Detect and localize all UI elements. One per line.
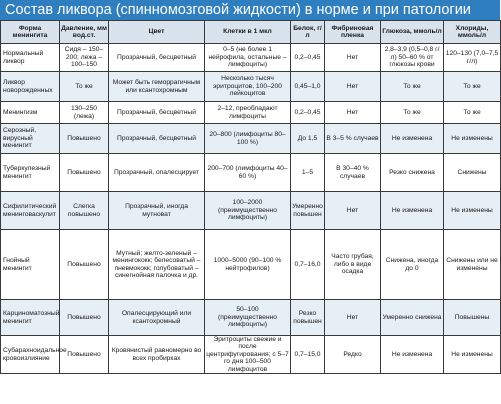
table-body [1,44,501,374]
table-cell: До 1,5 [291,124,325,154]
table-row [1,192,501,230]
table-cell: Повышены [444,300,501,336]
table-cell: Прозрачный, бесцветный [109,124,205,154]
table-cell: 1000–5000 (90–100 % нейтрофилов) [205,230,291,300]
table-cell: То же [444,72,501,102]
page-title: Состав ликвора (спинномозговой жидкости) в норме и при патологии [0,0,500,20]
table-cell: 0,7–16,0 [291,230,325,300]
table-cell: То же [60,72,109,102]
table-cell: То же [444,102,501,124]
table-cell: Повышено [60,124,109,154]
table-cell: Прозрачный, опалесцирует [109,154,205,192]
column-header: Клетки в 1 мкл [205,21,291,44]
table-cell: 20–800 (лимфоциты 80–100 %) [205,124,291,154]
table-cell: 50–100 (преимущественно лимфоциты) [205,300,291,336]
column-header: Цвет [109,21,205,44]
table-cell: Не изменена [381,336,444,374]
table-cell: Снижена, иногда до 0 [381,230,444,300]
table-cell: Прозрачный, бесцветный [109,102,205,124]
column-header: Глюкоза, ммоль/л [381,21,444,44]
column-header: Белок, г/л [291,21,325,44]
table-row [1,102,501,124]
table-row [1,230,501,300]
table-cell: Снижены или не изменены [444,230,501,300]
csf-table [0,20,501,374]
table-cell: Повышено [60,230,109,300]
table-cell: Может быть геморрагичным или ксантохромным [109,72,205,102]
row-label: Гнойный менингит [1,230,60,300]
table-cell: Умеренно снижена [381,300,444,336]
table-cell: 0,45–1,0 [291,72,325,102]
row-label: Серозный, вирусный менингит [1,124,60,154]
table-cell: 2–12, преобладают лимфоциты [205,102,291,124]
table-cell: 0,2–0,45 [291,44,325,72]
table-cell: В 30–40 % случаев [325,154,381,192]
table-cell: 0,7–15,0 [291,336,325,374]
row-label: Ликвор новорожденных [1,72,60,102]
table-cell: Эритроциты свежие и после центрифугирования; с 5–7 го дня 100–500 лимфоцитов [206,336,289,373]
header-row [1,21,501,44]
row-label: Менингизм [1,102,60,124]
table-cell: Нет [325,102,381,124]
column-header: Форма менингита [1,21,60,44]
row-label: Субарахноидальное кровоизлияние [1,336,60,374]
table-cell: Не изменены [444,192,501,230]
table-cell: Слегка повышено [60,192,109,230]
table-cell: Снижены [444,154,501,192]
table-cell: 0–5 (не более 1 нейрофила, остальные – лимфоциты) [205,44,291,72]
table-cell: 2,8–3,9 (0,5–0,8 г/л) 50–60 % от глюкозы крови [381,44,444,72]
table-cell: Умеренно повышен [291,192,325,230]
table-row [1,336,501,374]
table-cell: 120–130 (7,0–7,5 г/л) [444,44,501,72]
column-header: Хлориды, ммоль/л [444,21,501,44]
table-cell: Сидя – 150–200; лежа – 100–150 [60,44,109,72]
table-cell: Не изменены [444,124,501,154]
row-label: Нормальный ликвор [1,44,60,72]
table-cell: В 3–5 % случаев [325,124,381,154]
table-header [1,21,501,44]
table-cell: 0,2–0,45 [291,102,325,124]
table-cell: Нет [325,192,381,230]
table-cell: 200–700 (лимфоциты 40–60 %) [205,154,291,192]
table-cell: 130–250 (лежа) [60,102,109,124]
table-cell: Прозрачный, иногда мутноват [109,192,205,230]
table-cell: Редко [325,336,381,374]
table-cell: Кровянистый равномерно во всех пробирках [109,336,205,374]
table-cell: 100–2000 (преимущественно лимфоциты) [205,192,291,230]
table-row [1,154,501,192]
table-cell: Не изменена [381,192,444,230]
row-label: Карциноматозный менингит [1,300,60,336]
table-cell: Резко повышен [291,300,325,336]
table-cell: Несколько тысяч эритроцитов, 100–200 лейкоцитов [205,72,291,102]
table-cell: Не изменены [444,336,501,374]
row-label: Туберкулезный менингит [1,154,60,192]
column-header: Фибриновая пленка [325,21,381,44]
table-cell: 1–5 [291,154,325,192]
table-cell: Резко снижена [381,154,444,192]
table-cell: Часто грубая, либо в виде осадка [325,230,381,300]
table-cell: То же [381,72,444,102]
table-cell: Не изменена [381,124,444,154]
table-cell: Опалесцирующий или ксантохромный [109,300,205,336]
table-cell: Повышено [60,300,109,336]
table-row [1,72,501,102]
table-cell: Нет [325,72,381,102]
table-cell: Мутный; желто-зеленый – менингококк; белесоватый – пневмококк; голубоватый – синегнойная палочка и др. [109,230,205,300]
table-cell: Повышено [60,336,109,374]
table-cell: Прозрачный, бесцветный [109,44,205,72]
column-header: Давление, мм вод.ст. [60,21,109,44]
table-cell: Повышено [60,154,109,192]
table-cell: То же [381,102,444,124]
table-row [1,124,501,154]
table-row [1,44,501,72]
table-cell: Нет [325,44,381,72]
table-row [1,300,501,336]
row-label: Сифилитический менинговаскулит [1,192,60,230]
table-cell: Нет [325,300,381,336]
